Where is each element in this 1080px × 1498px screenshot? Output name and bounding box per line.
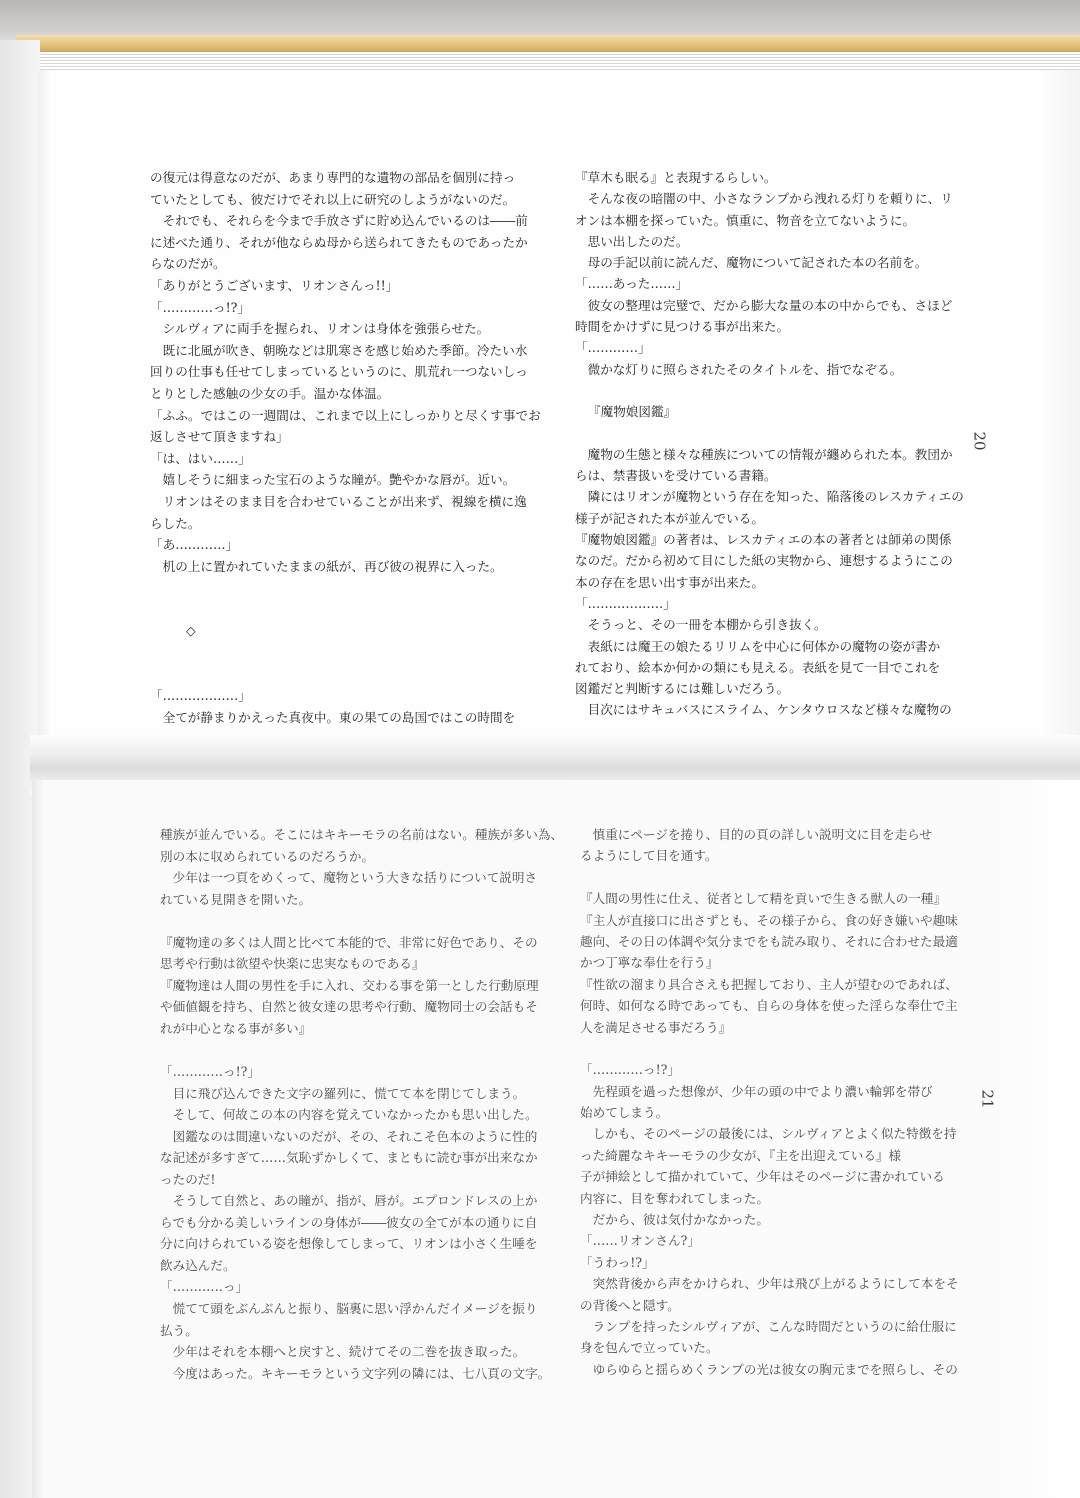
text-line: そうして自然と、あの瞳が、指が、唇が。エプロンドレスの上か xyxy=(160,1193,538,1209)
text-line: リオンはそのまま目を合わせていることが出来ず、視線を横に逸 xyxy=(150,493,527,509)
text-line: 「…………」 xyxy=(575,340,651,356)
text-line: 返しさせて頂きますね」 xyxy=(150,429,289,445)
page-21-lower-tier xyxy=(580,824,992,1380)
blank-line xyxy=(150,642,562,664)
text-line: 『主人が直接口に出さずとも、その様子から、食の好き嫌いや趣味 xyxy=(580,912,958,928)
text-line: だから、彼は気付かなかった。 xyxy=(580,1212,769,1228)
text-line: の復元は得意なのだが、あまり専門的な遺物の部品を個別に持っ xyxy=(150,170,516,185)
text-line: 「ありがとうございます、リオンさんっ!!」 xyxy=(150,277,399,293)
scanner-edge xyxy=(0,0,1080,40)
page-number: 21 xyxy=(978,1089,997,1109)
text-line: 別の本に収められているのだろうか。 xyxy=(160,848,375,864)
text-line: らでも分かる美しいラインの身体が――彼女の全てが本の通りに自 xyxy=(160,1214,538,1230)
text-line: った綺麗なキキーモラの少女が、『主を出迎えている』様 xyxy=(580,1147,902,1163)
text-line: 『魔物達は人間の男性を手に入れ、交わる事を第一とした行動原理 xyxy=(160,977,539,993)
text-line: るようにして目を通す。 xyxy=(580,848,718,864)
text-line: 趣向、その日の体調や気分までをも読み取り、それに合わせた最適 xyxy=(580,933,958,949)
text-line: 始めてしまう。 xyxy=(580,1105,669,1121)
text-line: れが中心となる事が多い』 xyxy=(160,1020,312,1036)
blank-line xyxy=(575,380,987,401)
text-line: 『性欲の溜まり具合さえも把握しており、主人が望むのであれば、 xyxy=(580,976,958,992)
text-line: 「………………」 xyxy=(150,688,251,704)
page-20-lower-tier xyxy=(575,167,987,721)
text-line: 既に北風が吹き、朝晩などは肌寒さを感じ始めた季節。冷たい水 xyxy=(150,342,528,358)
text-line: 突然背後から声をかけられ、少年は飛び上がるようにして本をそ xyxy=(580,1276,959,1292)
text-line: の背後へと隠す。 xyxy=(580,1297,680,1313)
text-line: 少年はそれを本棚へと戻すと、続けてその二巻を抜き取った。 xyxy=(160,1344,526,1360)
text-line: 全てが静まりかえった真夜中。東の果ての島国ではこの時間を xyxy=(150,709,516,725)
text-line: 「うわっ!?」 xyxy=(580,1254,655,1270)
text-line: 微かな灯りに照らされたそのタイトルを、指でなぞる。 xyxy=(575,361,903,377)
text-line: 人を満足させる事だろう』 xyxy=(580,1019,732,1035)
blank-line xyxy=(575,423,987,444)
blank-line xyxy=(150,599,562,621)
text-line: 内容に、目を奪われてしまった。 xyxy=(580,1190,769,1206)
text-line: 表紙には魔王の娘たるリリムを中心に何体かの魔物の姿が書か xyxy=(575,638,941,654)
text-line: 今度はあった。キキーモラという文字列の隣には、七八頁の文字。 xyxy=(160,1365,551,1381)
text-line: らは、禁書扱いを受けている書籍。 xyxy=(575,468,777,484)
text-line: そんな夜の暗闇の中、小さなランプから洩れる灯りを頼りに、リ xyxy=(575,191,953,207)
text-line: 子が挿絵として描かれていて、少年はそのページに書かれている xyxy=(580,1169,945,1185)
text-line: 本の存在を思い出す事が出来た。 xyxy=(575,574,764,590)
text-line: 『人間の男性に仕え、従者として精を貢いで生きる獣人の一種』 xyxy=(580,891,946,907)
text-line: 先程頭を過った想像が、少年の頭の中でより濃い輪郭を帯び xyxy=(580,1083,933,1099)
blank-line xyxy=(580,1038,992,1059)
page-number: 20 xyxy=(970,431,989,451)
text-line: らなのだが。 xyxy=(150,256,226,272)
text-line: 思い出したのだ。 xyxy=(575,233,689,249)
text-line: ゆらゆらと揺らめくランプの光は彼女の胸元までを照らし、その xyxy=(580,1361,958,1377)
blank-line xyxy=(160,910,572,932)
book-cover-edge xyxy=(16,35,1080,53)
blank-line xyxy=(160,1039,572,1061)
text-line: 目に飛び込んできた文字の羅列に、慌てて本を閉じてしまう。 xyxy=(160,1085,526,1101)
text-line: れている見開きを開いた。 xyxy=(160,891,312,907)
book-title-line: 『魔物娘図鑑』 xyxy=(588,404,677,420)
text-line: 身を包んで立っていた。 xyxy=(580,1340,719,1356)
text-line: 何時、如何なる時であっても、自らの身体を使った淫らな奉仕で主 xyxy=(580,998,958,1014)
text-line: な記述が多すぎて……気恥ずかしくて、まともに読む事が出来なか xyxy=(160,1150,538,1166)
text-line: 種族が並んでいる。そこにはキキーモラの名前はない。種族が多い為、 xyxy=(160,827,563,842)
text-line: ったのだ! xyxy=(160,1171,216,1187)
text-line: しかも、そのページの最後には、シルヴィアとよく似た特徴を持 xyxy=(580,1126,957,1142)
text-line: 慌てて頭をぶんぶんと振り、脳裏に思い浮かんだイメージを振り xyxy=(160,1301,538,1317)
text-line: 「は、はい……」 xyxy=(150,450,251,466)
blank-line xyxy=(150,577,562,599)
text-line: れており、絵本か何かの類にも見える。表紙を見て一目でこれを xyxy=(575,659,941,675)
text-line: 図鑑だと判断するには難しいだろう。 xyxy=(575,681,790,697)
text-line: 「…………っ!?」 xyxy=(150,299,250,315)
text-line: そうっと、その一冊を本棚から引き抜く。 xyxy=(575,617,827,633)
text-line: 『草木も眠る』と表現するらしい。 xyxy=(575,170,777,185)
text-line: 飲み込んだ。 xyxy=(160,1257,236,1273)
blank-line xyxy=(580,867,992,888)
blank-line xyxy=(150,664,562,686)
text-line: オンは本棚を探っていた。慎重に、物音を立てないように。 xyxy=(575,212,916,228)
text-line: 分に向けられている姿を想像してしまって、リオンは小さく生唾を xyxy=(160,1236,538,1252)
text-line: ていたとしても、彼だけでそれ以上に研究のしようがないのだ。 xyxy=(150,191,516,207)
text-line: らした。 xyxy=(150,515,201,531)
text-line: シルヴィアに両手を握られ、リオンは身体を強張らせた。 xyxy=(150,321,490,337)
text-line: 「……リオンさん?」 xyxy=(580,1233,700,1249)
text-line: とりとした感触の少女の手。温かな体温。 xyxy=(150,385,390,401)
text-line: 時間をかけずに見つける事が出来た。 xyxy=(575,319,790,335)
text-line: 『魔物達の多くは人間と比べて本能的で、非常に好色であり、その xyxy=(160,934,538,950)
text-line: 彼女の整理は完璧で、だから膨大な量の本の中からでも、さほど xyxy=(575,297,953,313)
text-line: 「…………っ!?」 xyxy=(160,1064,260,1080)
text-line: 様子が記された本が並んでいる。 xyxy=(575,510,764,526)
text-line: 「ふふ。ではこの一週間は、これまで以上にしっかりと尽くす事でお xyxy=(150,407,541,423)
text-line: 「…………っ」 xyxy=(160,1279,249,1295)
text-line: 図鑑なのは間違いないのだが、その、それこそ色本のように性的 xyxy=(160,1128,538,1144)
text-line: 「あ…………」 xyxy=(150,537,239,553)
text-line: に述べた通り、それが他ならぬ母から送られてきたものであったか xyxy=(150,234,528,250)
text-line: 思考や行動は欲望や快楽に忠実なものである』 xyxy=(160,956,425,972)
text-line: や価値観を持ち、自然と彼女達の思考や行動、魔物同士の会話もそ xyxy=(160,999,538,1015)
page-21-upper-tier xyxy=(160,824,572,1384)
text-line: 隣にはリオンが魔物という存在を知った、陥落後のレスカティエの xyxy=(575,489,964,505)
text-line: 嬉しそうに細まった宝石のような瞳が。艶やかな唇が。近い。 xyxy=(150,472,516,488)
text-line: 慎重にページを捲り、目的の頁の詳しい説明文に目を走らせ xyxy=(580,827,932,842)
page-20-upper-tier xyxy=(150,167,562,728)
text-line: 「…………っ!?」 xyxy=(580,1062,680,1078)
text-line: 回りの仕事も任せてしまっているというのに、肌荒れ一つないしっ xyxy=(150,364,528,380)
text-line: 少年は一つ頁をめくって、魔物という大きな括りについて説明さ xyxy=(160,870,538,886)
text-line: 「……あった……」 xyxy=(575,276,689,292)
text-line: 「………………」 xyxy=(575,595,676,611)
scene-break-diamond: ◇ xyxy=(186,623,196,639)
text-line: なのだ。だから初めて目にした紙の実物から、連想するようにこの xyxy=(575,553,953,569)
text-line: 魔物の生態と様々な種族についての情報が纏められた本。教団か xyxy=(575,446,953,462)
text-line: そして、何故この本の内容を覚えていなかったかも思い出した。 xyxy=(160,1107,538,1123)
text-line: 母の手記以前に読んだ、魔物について記された本の名前を。 xyxy=(575,255,928,271)
text-line: 払う。 xyxy=(160,1322,198,1338)
text-line: 目次にはサキュバスにスライム、ケンタウロスなど様々な魔物の xyxy=(575,702,952,718)
text-line: 机の上に置かれていたままの紙が、再び彼の視界に入った。 xyxy=(150,558,503,574)
text-line: それでも、それらを今まで手放さずに貯め込んでいるのは――前 xyxy=(150,213,528,229)
text-line: かつ丁寧な奉仕を行う』 xyxy=(580,955,719,971)
text-line: 『魔物娘図鑑』の著者は、レスカティエの本の著者とは師弟の関係 xyxy=(575,532,952,548)
text-line: ランプを持ったシルヴィアが、こんな時間だというのに給仕服に xyxy=(580,1318,957,1334)
